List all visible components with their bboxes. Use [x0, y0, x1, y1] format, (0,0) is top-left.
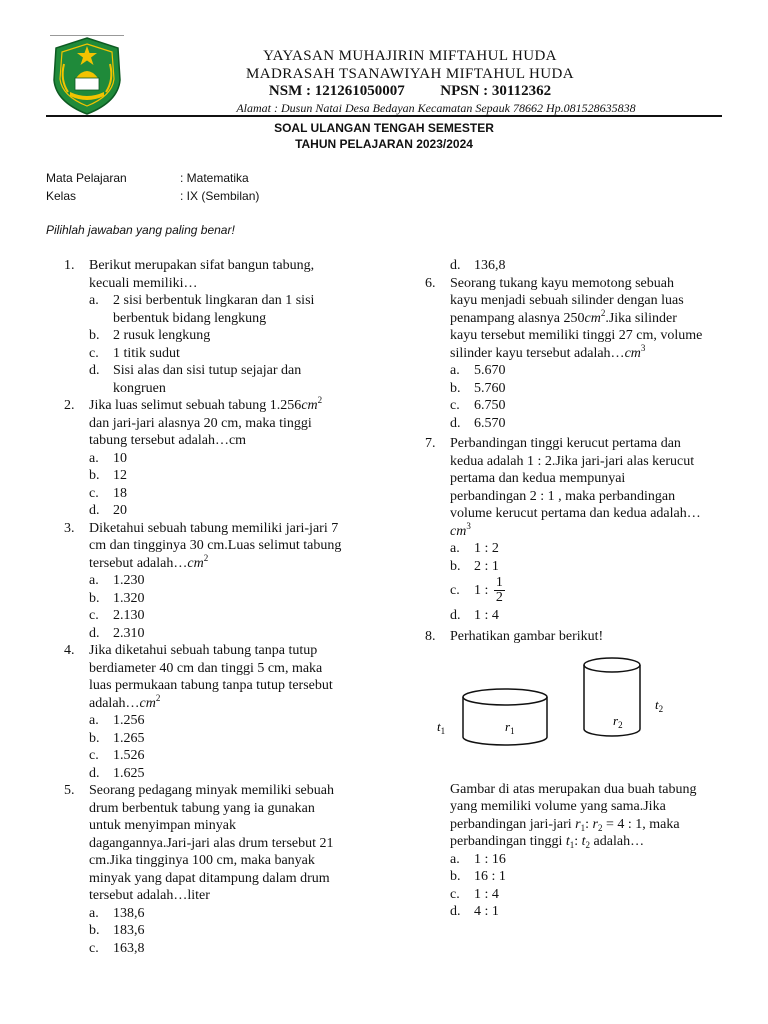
- fraction-one-half: $\frac{1}{2}$: [495, 575, 503, 606]
- label-r2: $r_2$: [613, 713, 623, 730]
- school-address: Alamat : Dusun Natai Desa Bedayan Kecamatan Sepauk 78662 Hp.081528635838: [236, 101, 636, 115]
- question-1: 1. Berikut merupakan sifat bangun tabung, kecuali memiliki…: [64, 258, 315, 291]
- option-b: b. 183,6: [89, 923, 145, 938]
- exam-year: TAHUN PELAJARAN 2023/2024: [295, 137, 473, 151]
- option-d: d. 2.310: [89, 625, 145, 641]
- option-a: a. 10: [89, 450, 127, 466]
- question-6-options: [425, 362, 725, 432]
- class-label: Kelas: [46, 189, 77, 203]
- option-c: c. 1 : 4: [450, 886, 499, 902]
- foundation-name: YAYASAN MUHAJIRIN MIFTAHUL HUDA: [263, 48, 557, 64]
- option-b: b. 12: [89, 468, 127, 483]
- two-cylinders-figure: [415, 645, 715, 775]
- option-c: c. 1 : $\frac{1}{2}$: [450, 575, 503, 606]
- nsm-number: NSM : 121261050007: [268, 83, 405, 99]
- option-d: d. 1 : 4: [450, 608, 499, 623]
- question-8-caption: Gambar di atas merupakan dua buah tabung yang memiliki volume yang sama.Jika perbandingan jari-jari $r_1$: $r_2 = 4$ : 1, maka perbandingan tinggi $t_1$: $t_2$ adalah…: [450, 781, 697, 850]
- question-2-options: [64, 450, 364, 520]
- option-a: a. 1.230: [89, 573, 145, 588]
- option-c: c. 6.750: [450, 398, 506, 413]
- question-3-options: [64, 572, 364, 642]
- question-6: 6. Seorang tukang kayu memotong sebuah kayu menjadi sebuah silinder dengan luas penampang alasnya $250cm^2.Jika$ silinder kayu tersebut memiliki tinggi 27 cm, volume silinder kayu tersebut $adalah\dots cm^3$: [425, 275, 703, 361]
- class-value: : IX (Sembilan): [180, 189, 260, 203]
- school-name: MADRASAH TSANAWIYAH MIFTAHUL HUDA: [246, 66, 574, 82]
- npsn-number: NPSN : 30112362: [440, 83, 552, 99]
- option-c: c. 2.130: [89, 608, 145, 623]
- question-4-options: [64, 712, 364, 782]
- subject-label: Mata Pelajaran: [46, 171, 127, 185]
- school-ids: [140, 83, 680, 100]
- option-c: c. 163,8: [89, 940, 145, 956]
- option-c: c. 18: [89, 485, 127, 501]
- option-d-cont: kongruen: [113, 380, 166, 396]
- option-a: a. 138,6: [89, 905, 145, 921]
- question-1-options: [64, 292, 364, 397]
- right-column: [425, 257, 725, 921]
- question-2: 2. Jika luas selimut sebuah tabung $1.256cm^2$ dan jari-jari alasnya 20 cm, maka tinggi tabung tersebut adalah…cm: [64, 395, 323, 448]
- option-b: b. 2 : 1: [450, 558, 499, 574]
- option-b: b. 16 : 1: [450, 869, 506, 884]
- cylinder-2: [584, 658, 640, 736]
- left-column: [64, 257, 364, 957]
- instruction: Pilihlah jawaban yang paling benar!: [46, 223, 235, 237]
- option-a: a. 5.670: [450, 363, 506, 378]
- option-a: a. 1 : 2: [450, 541, 499, 556]
- question-8: 8. Perhatikan gambar berikut!: [425, 628, 604, 644]
- question-7-options: [425, 540, 725, 625]
- question-5: 5. Seorang pedagang minyak memiliki sebuah drum berbentuk tabung yang ia gunakan untuk menyimpan minyak dagangannya.Jari-jari alas drum tersebut 21 cm.Jika tingginya 100 cm, maka banyak minyak yang dapat ditampung dalam drum tersebut adalah…liter: [64, 783, 334, 903]
- option-a-cont: berbentuk bidang lengkung: [113, 310, 267, 326]
- school-logo-icon: [48, 34, 126, 116]
- exam-title: SOAL ULANGAN TENGAH SEMESTER: [274, 121, 494, 135]
- option-d: d. 1.625: [89, 765, 145, 781]
- option-d: d. 20: [89, 503, 127, 518]
- question-5-options-cont: [425, 257, 725, 275]
- option-d: d. 6.570: [450, 415, 506, 431]
- cylinder-1: [463, 689, 547, 745]
- label-t1: $t_1$: [437, 719, 446, 736]
- option-c: c. 1.526: [89, 748, 145, 763]
- question-3: 3. Diketahui sebuah tabung memiliki jari-jari 7 cm dan tingginya 30 cm.Luas selimut tabung tersebut $adalah\dots cm^2$: [64, 520, 342, 571]
- option-d: d. 4 : 1: [450, 904, 499, 919]
- option-a: a. 1.256: [89, 713, 145, 728]
- subject-value: : Matematika: [180, 171, 249, 185]
- option-c: c. 1 titik sudut: [89, 345, 180, 361]
- option-d: d. Sisi alas dan sisi tutup sejajar dan: [89, 363, 302, 378]
- option-b: b. 1.265: [89, 730, 145, 746]
- question-8-options: [425, 851, 725, 921]
- option-b: b. 5.760: [450, 380, 506, 396]
- option-a: a. 1 : 16: [450, 851, 506, 867]
- question-7: 7. Perbandingan tinggi kerucut pertama dan kedua adalah 1 : 2.Jika jari-jari alas kerucut pertama dan kedua mempunyai perbandingan 2 : 1 , maka perbandingan volume kerucut pertama dan kedua adalah… $cm^3$: [425, 436, 701, 539]
- header-divider: [46, 115, 722, 117]
- option-b: b. 2 rusuk lengkung: [89, 328, 211, 343]
- label-r1: $r_1$: [505, 719, 515, 736]
- option-d: d. 136,8: [450, 258, 506, 273]
- question-5-options: [64, 905, 364, 958]
- question-4: 4. Jika diketahui sebuah tabung tanpa tutup berdiameter 40 cm dan tinggi 5 cm, maka luas permukaan tabung tanpa tutup tersebut $adalah\dots cm^2$: [64, 643, 333, 711]
- label-t2: $t_2$: [655, 697, 664, 714]
- option-a: a. 2 sisi berbentuk lingkaran dan 1 sisi: [89, 293, 315, 308]
- option-b: b. 1.320: [89, 590, 145, 606]
